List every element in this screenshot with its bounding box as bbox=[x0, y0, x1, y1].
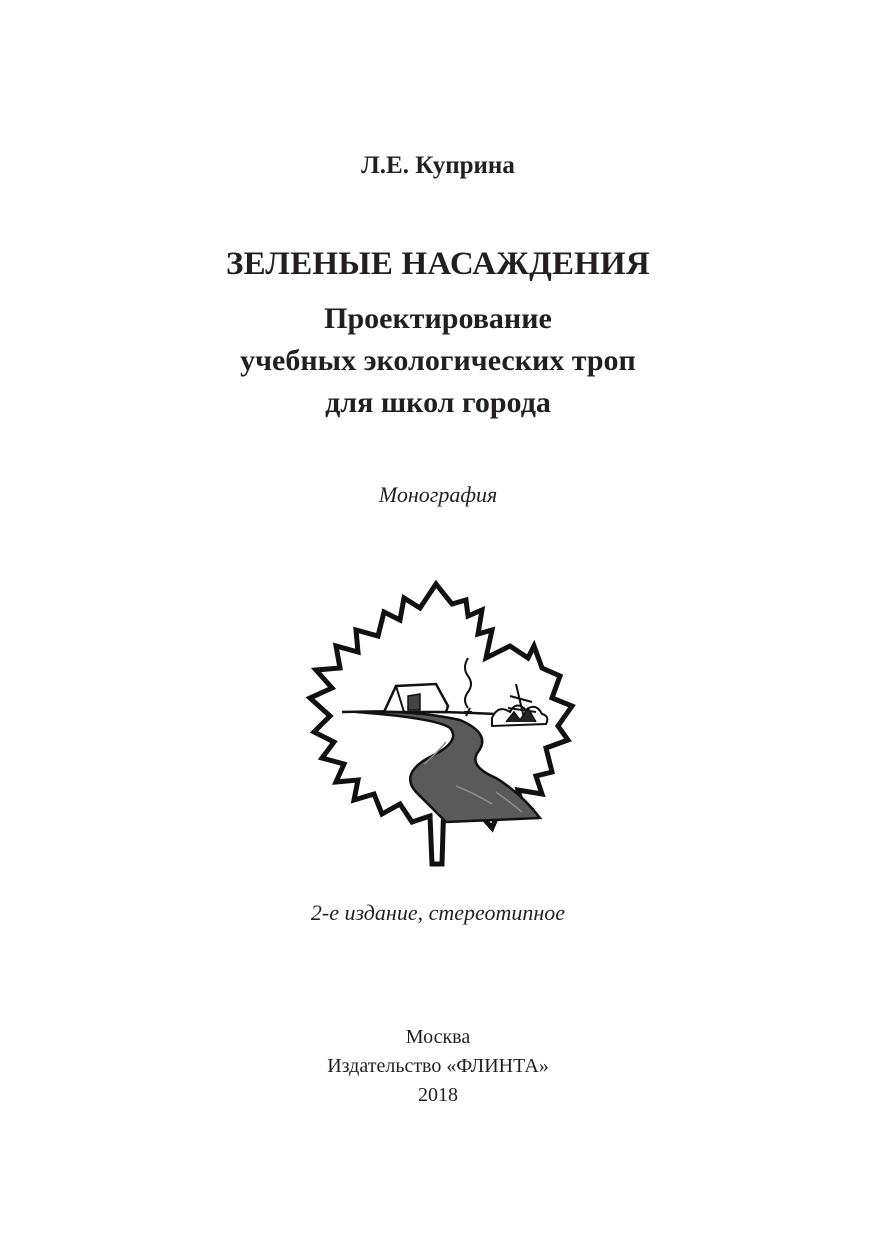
subtitle-line-3: для школ города bbox=[325, 386, 551, 419]
edition-label: 2-е издание, стереотипное bbox=[310, 900, 566, 925]
imprint-year: 2018 bbox=[418, 1084, 458, 1106]
maple-leaf-with-river-and-tent-icon bbox=[296, 572, 586, 874]
imprint-city: Москва bbox=[405, 1026, 471, 1048]
genre-label: Монография bbox=[378, 482, 498, 507]
book-title: ЗЕЛЕНЫЕ НАСАЖДЕНИЯ bbox=[226, 246, 650, 282]
book-subtitle bbox=[0, 298, 876, 424]
subtitle-line-1: Проектирование bbox=[324, 302, 552, 335]
author-name: Л.Е. Куприна bbox=[361, 152, 515, 179]
imprint-block bbox=[0, 1023, 876, 1110]
imprint-publisher: Издательство «ФЛИНТА» bbox=[327, 1055, 549, 1077]
subtitle-line-2: учебных экологических троп bbox=[240, 344, 636, 377]
